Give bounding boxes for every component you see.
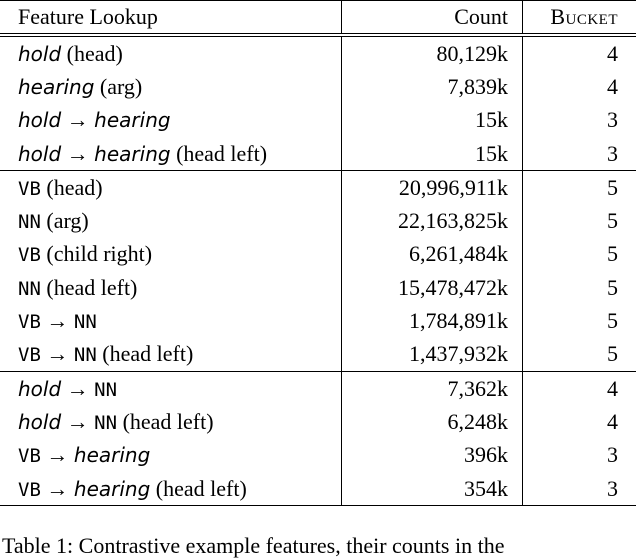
bucket-cell: 4 <box>523 371 636 405</box>
feature-segment: (child right) <box>41 241 152 266</box>
feature-cell <box>0 35 342 70</box>
header-row <box>0 1 636 36</box>
feature-cell <box>0 70 342 103</box>
count-cell: 22,163,825k <box>342 204 523 237</box>
feature-segment: → <box>41 442 74 467</box>
table-row <box>0 371 636 405</box>
row-group <box>0 371 636 505</box>
feature-segment: (head left) <box>97 341 194 366</box>
feature-segment: VB <box>18 479 41 501</box>
table-row <box>0 439 636 472</box>
count-cell: 15,478,472k <box>342 271 523 304</box>
bucket-cell: 4 <box>523 35 636 70</box>
feature-segment: (head) <box>61 41 123 66</box>
bucket-cell: 5 <box>523 204 636 237</box>
count-cell: 6,261,484k <box>342 238 523 271</box>
feature-cell <box>0 439 342 472</box>
bucket-cell: 5 <box>523 338 636 372</box>
table-caption: Table 1: Contrastive example features, their counts in the <box>2 533 504 559</box>
feature-segment: VB <box>18 244 41 266</box>
table-row <box>0 338 636 372</box>
feature-segment: NN <box>18 278 41 300</box>
table-row <box>0 171 636 205</box>
feature-segment: hold <box>18 410 61 434</box>
bucket-cell: 3 <box>523 472 636 506</box>
table-row <box>0 137 636 171</box>
count-cell: 15k <box>342 137 523 171</box>
table-row <box>0 405 636 438</box>
feature-segment: (head left) <box>171 141 268 166</box>
feature-cell <box>0 238 342 271</box>
bucket-cell: 5 <box>523 304 636 337</box>
table-row <box>0 70 636 103</box>
count-cell: 396k <box>342 439 523 472</box>
header-feature: Feature Lookup <box>0 1 342 36</box>
feature-cell <box>0 271 342 304</box>
table-row <box>0 271 636 304</box>
feature-segment: → <box>41 476 74 501</box>
feature-segment: → <box>41 341 74 366</box>
header-bucket: Bucket <box>523 1 636 36</box>
feature-cell <box>0 137 342 171</box>
feature-segment: hearing <box>18 75 94 99</box>
count-cell: 15k <box>342 104 523 137</box>
count-cell: 7,839k <box>342 70 523 103</box>
feature-segment: → <box>61 141 94 166</box>
feature-segment: hold <box>18 108 61 132</box>
bucket-cell: 5 <box>523 171 636 205</box>
feature-cell <box>0 304 342 337</box>
feature-segment: VB <box>18 178 41 200</box>
feature-segment: (head left) <box>150 476 247 501</box>
feature-segment: hearing <box>94 142 170 166</box>
feature-segment: (arg) <box>41 208 89 233</box>
feature-segment: hearing <box>94 108 170 132</box>
table-row <box>0 472 636 506</box>
feature-segment: VB <box>18 311 41 333</box>
feature-segment: → <box>61 409 94 434</box>
feature-segment: hold <box>18 377 61 401</box>
count-cell: 354k <box>342 472 523 506</box>
bucket-cell: 3 <box>523 439 636 472</box>
bucket-cell: 4 <box>523 405 636 438</box>
count-cell: 1,784,891k <box>342 304 523 337</box>
feature-segment: NN <box>94 379 117 401</box>
row-group <box>0 35 636 171</box>
feature-segment: hearing <box>74 443 150 467</box>
bucket-cell: 4 <box>523 70 636 103</box>
bucket-cell: 5 <box>523 271 636 304</box>
feature-segment: → <box>41 308 74 333</box>
feature-segment: (arg) <box>94 74 142 99</box>
table-row <box>0 204 636 237</box>
count-cell: 6,248k <box>342 405 523 438</box>
feature-segment: NN <box>94 412 117 434</box>
feature-segment: NN <box>74 344 97 366</box>
feature-segment: (head) <box>41 175 103 200</box>
feature-segment: hold <box>18 42 61 66</box>
bucket-cell: 3 <box>523 104 636 137</box>
feature-segment: hold <box>18 142 61 166</box>
feature-segment: (head left) <box>117 409 214 434</box>
feature-segment: NN <box>18 211 41 233</box>
row-group <box>0 171 636 372</box>
count-cell: 80,129k <box>342 35 523 70</box>
header-count: Count <box>342 1 523 36</box>
feature-segment: VB <box>18 445 41 467</box>
feature-segment: hearing <box>74 477 150 501</box>
feature-cell <box>0 204 342 237</box>
feature-cell <box>0 104 342 137</box>
table-row <box>0 104 636 137</box>
feature-segment: → <box>61 376 94 401</box>
table-row <box>0 304 636 337</box>
feature-segment: → <box>61 107 94 132</box>
count-cell: 20,996,911k <box>342 171 523 205</box>
feature-segment: (head left) <box>41 275 138 300</box>
feature-cell <box>0 171 342 205</box>
feature-segment: NN <box>74 311 97 333</box>
feature-cell <box>0 472 342 506</box>
bucket-cell: 5 <box>523 238 636 271</box>
feature-segment: VB <box>18 344 41 366</box>
count-cell: 1,437,932k <box>342 338 523 372</box>
bucket-cell: 3 <box>523 137 636 171</box>
count-cell: 7,362k <box>342 371 523 405</box>
feature-cell <box>0 405 342 438</box>
table-row <box>0 35 636 70</box>
feature-cell <box>0 338 342 372</box>
table-row <box>0 238 636 271</box>
feature-cell <box>0 371 342 405</box>
